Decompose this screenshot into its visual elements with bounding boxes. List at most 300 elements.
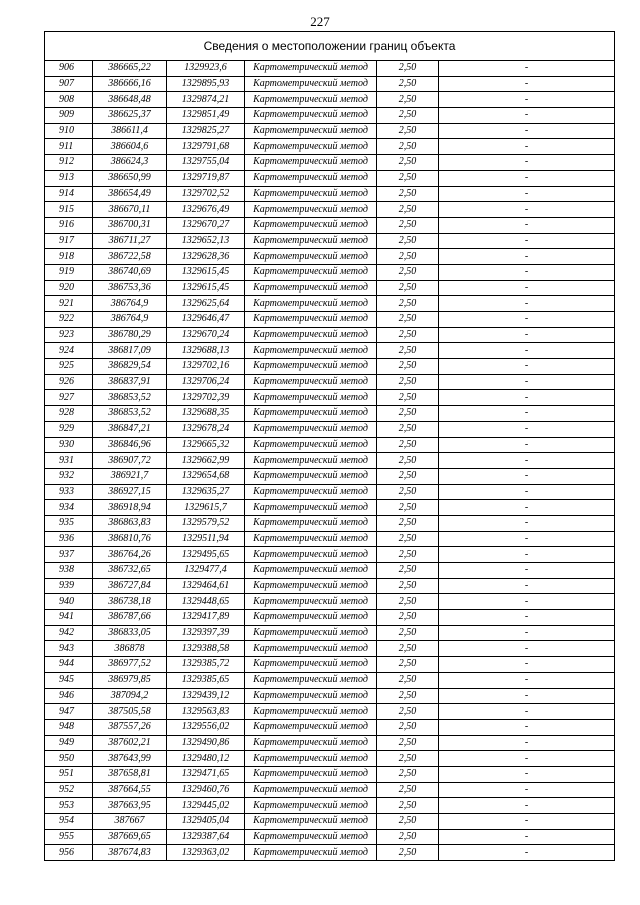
method-cell: Картометрический метод [245,280,377,296]
table-row [45,688,615,704]
method-cell: Картометрический метод [245,641,377,657]
method-cell: Картометрический метод [245,139,377,155]
table-title: Сведения о местоположении границ объекта [45,32,615,61]
y-coordinate-cell: 1329563,83 [167,704,245,720]
method-cell: Картометрический метод [245,76,377,92]
y-coordinate-cell: 1329405,04 [167,814,245,830]
y-coordinate-cell: 1329670,27 [167,217,245,233]
page-number: 227 [310,14,330,29]
note-cell: - [439,814,615,830]
table-row [45,170,615,186]
point-number-cell: 951 [45,766,93,782]
note-cell: - [439,515,615,531]
x-coordinate-cell: 386810,76 [93,531,167,547]
note-cell: - [439,233,615,249]
accuracy-cell: 2,50 [377,610,439,626]
point-number-cell: 911 [45,139,93,155]
accuracy-cell: 2,50 [377,829,439,845]
method-cell: Картометрический метод [245,845,377,861]
y-coordinate-cell: 1329417,89 [167,610,245,626]
method-cell: Картометрический метод [245,327,377,343]
x-coordinate-cell: 386670,11 [93,202,167,218]
note-cell: - [439,672,615,688]
y-coordinate-cell: 1329665,32 [167,437,245,453]
accuracy-cell: 2,50 [377,657,439,673]
y-coordinate-cell: 1329556,02 [167,719,245,735]
y-coordinate-cell: 1329670,24 [167,327,245,343]
method-cell: Картометрический метод [245,625,377,641]
x-coordinate-cell: 386727,84 [93,578,167,594]
point-number-cell: 932 [45,468,93,484]
note-cell: - [439,359,615,375]
note-cell: - [439,829,615,845]
method-cell: Картометрический метод [245,186,377,202]
note-cell: - [439,61,615,77]
accuracy-cell: 2,50 [377,61,439,77]
point-number-cell: 947 [45,704,93,720]
table-row [45,515,615,531]
point-number-cell: 914 [45,186,93,202]
accuracy-cell: 2,50 [377,217,439,233]
point-number-cell: 919 [45,264,93,280]
method-cell: Картометрический метод [245,217,377,233]
table-row [45,264,615,280]
method-cell: Картометрический метод [245,563,377,579]
accuracy-cell: 2,50 [377,76,439,92]
accuracy-cell: 2,50 [377,814,439,830]
point-number-cell: 923 [45,327,93,343]
note-cell: - [439,657,615,673]
x-coordinate-cell: 386654,49 [93,186,167,202]
accuracy-cell: 2,50 [377,421,439,437]
table-row [45,814,615,830]
table-row [45,547,615,563]
note-cell: - [439,264,615,280]
x-coordinate-cell: 386753,36 [93,280,167,296]
method-cell: Картометрический метод [245,484,377,500]
point-number-cell: 925 [45,359,93,375]
table-row [45,343,615,359]
point-number-cell: 934 [45,500,93,516]
method-cell: Картометрический метод [245,374,377,390]
x-coordinate-cell: 387664,55 [93,782,167,798]
point-number-cell: 928 [45,406,93,422]
note-cell: - [439,751,615,767]
y-coordinate-cell: 1329625,64 [167,296,245,312]
x-coordinate-cell: 386878 [93,641,167,657]
note-cell: - [439,217,615,233]
method-cell: Картометрический метод [245,92,377,108]
method-cell: Картометрический метод [245,343,377,359]
note-cell: - [439,688,615,704]
note-cell: - [439,500,615,516]
point-number-cell: 943 [45,641,93,657]
note-cell: - [439,845,615,861]
accuracy-cell: 2,50 [377,453,439,469]
x-coordinate-cell: 386764,26 [93,547,167,563]
point-number-cell: 941 [45,610,93,626]
note-cell: - [439,202,615,218]
x-coordinate-cell: 386918,94 [93,500,167,516]
accuracy-cell: 2,50 [377,233,439,249]
x-coordinate-cell: 386979,85 [93,672,167,688]
table-row [45,845,615,861]
accuracy-cell: 2,50 [377,249,439,265]
point-number-cell: 927 [45,390,93,406]
y-coordinate-cell: 1329676,49 [167,202,245,218]
x-coordinate-cell: 386829,54 [93,359,167,375]
point-number-cell: 926 [45,374,93,390]
accuracy-cell: 2,50 [377,468,439,484]
method-cell: Картометрический метод [245,594,377,610]
y-coordinate-cell: 1329490,86 [167,735,245,751]
point-number-cell: 913 [45,170,93,186]
note-cell: - [439,108,615,124]
x-coordinate-cell: 386853,52 [93,390,167,406]
note-cell: - [439,594,615,610]
table-row [45,782,615,798]
accuracy-cell: 2,50 [377,625,439,641]
accuracy-cell: 2,50 [377,155,439,171]
method-cell: Картометрический метод [245,814,377,830]
table-row [45,735,615,751]
method-cell: Картометрический метод [245,233,377,249]
accuracy-cell: 2,50 [377,202,439,218]
accuracy-cell: 2,50 [377,751,439,767]
accuracy-cell: 2,50 [377,123,439,139]
point-number-cell: 944 [45,657,93,673]
table-title-row [45,32,615,61]
accuracy-cell: 2,50 [377,327,439,343]
table-row [45,500,615,516]
table-row [45,704,615,720]
y-coordinate-cell: 1329874,21 [167,92,245,108]
point-number-cell: 920 [45,280,93,296]
method-cell: Картометрический метод [245,719,377,735]
note-cell: - [439,327,615,343]
y-coordinate-cell: 1329628,36 [167,249,245,265]
y-coordinate-cell: 1329460,76 [167,782,245,798]
table-row [45,719,615,735]
point-number-cell: 938 [45,563,93,579]
x-coordinate-cell: 386625,37 [93,108,167,124]
table-row [45,766,615,782]
x-coordinate-cell: 387663,95 [93,798,167,814]
accuracy-cell: 2,50 [377,343,439,359]
note-cell: - [439,468,615,484]
y-coordinate-cell: 1329480,12 [167,751,245,767]
table-row [45,641,615,657]
point-number-cell: 907 [45,76,93,92]
y-coordinate-cell: 1329448,65 [167,594,245,610]
note-cell: - [439,704,615,720]
point-number-cell: 953 [45,798,93,814]
accuracy-cell: 2,50 [377,390,439,406]
point-number-cell: 918 [45,249,93,265]
accuracy-cell: 2,50 [377,594,439,610]
accuracy-cell: 2,50 [377,672,439,688]
accuracy-cell: 2,50 [377,108,439,124]
note-cell: - [439,76,615,92]
x-coordinate-cell: 386611,4 [93,123,167,139]
x-coordinate-cell: 387643,99 [93,751,167,767]
accuracy-cell: 2,50 [377,484,439,500]
y-coordinate-cell: 1329791,68 [167,139,245,155]
x-coordinate-cell: 386722,58 [93,249,167,265]
note-cell: - [439,312,615,328]
method-cell: Картометрический метод [245,453,377,469]
table-row [45,155,615,171]
y-coordinate-cell: 1329477,4 [167,563,245,579]
y-coordinate-cell: 1329825,27 [167,123,245,139]
method-cell: Картометрический метод [245,704,377,720]
y-coordinate-cell: 1329363,02 [167,845,245,861]
x-coordinate-cell: 386764,9 [93,312,167,328]
method-cell: Картометрический метод [245,202,377,218]
table-row [45,453,615,469]
y-coordinate-cell: 1329387,64 [167,829,245,845]
accuracy-cell: 2,50 [377,437,439,453]
x-coordinate-cell: 386666,16 [93,76,167,92]
x-coordinate-cell: 386837,91 [93,374,167,390]
accuracy-cell: 2,50 [377,264,439,280]
note-cell: - [439,123,615,139]
x-coordinate-cell: 386921,7 [93,468,167,484]
point-number-cell: 954 [45,814,93,830]
y-coordinate-cell: 1329464,61 [167,578,245,594]
y-coordinate-cell: 1329688,13 [167,343,245,359]
method-cell: Картометрический метод [245,751,377,767]
y-coordinate-cell: 1329615,45 [167,280,245,296]
accuracy-cell: 2,50 [377,547,439,563]
y-coordinate-cell: 1329579,52 [167,515,245,531]
note-cell: - [439,453,615,469]
x-coordinate-cell: 386700,31 [93,217,167,233]
accuracy-cell: 2,50 [377,170,439,186]
note-cell: - [439,625,615,641]
y-coordinate-cell: 1329702,39 [167,390,245,406]
y-coordinate-cell: 1329471,65 [167,766,245,782]
method-cell: Картометрический метод [245,421,377,437]
accuracy-cell: 2,50 [377,312,439,328]
x-coordinate-cell: 386977,52 [93,657,167,673]
point-number-cell: 940 [45,594,93,610]
table-row [45,657,615,673]
point-number-cell: 956 [45,845,93,861]
x-coordinate-cell: 386833,05 [93,625,167,641]
accuracy-cell: 2,50 [377,798,439,814]
table-row [45,672,615,688]
method-cell: Картометрический метод [245,531,377,547]
note-cell: - [439,578,615,594]
method-cell: Картометрический метод [245,578,377,594]
x-coordinate-cell: 386787,66 [93,610,167,626]
table-row [45,139,615,155]
x-coordinate-cell: 386764,9 [93,296,167,312]
table-row [45,202,615,218]
point-number-cell: 952 [45,782,93,798]
table-row [45,625,615,641]
table-row [45,280,615,296]
accuracy-cell: 2,50 [377,406,439,422]
y-coordinate-cell: 1329439,12 [167,688,245,704]
note-cell: - [439,343,615,359]
point-number-cell: 929 [45,421,93,437]
x-coordinate-cell: 387667 [93,814,167,830]
table-row [45,406,615,422]
y-coordinate-cell: 1329662,99 [167,453,245,469]
table-row [45,61,615,77]
x-coordinate-cell: 386907,72 [93,453,167,469]
x-coordinate-cell: 386847,21 [93,421,167,437]
accuracy-cell: 2,50 [377,641,439,657]
y-coordinate-cell: 1329615,45 [167,264,245,280]
table-row [45,594,615,610]
y-coordinate-cell: 1329445,02 [167,798,245,814]
point-number-cell: 906 [45,61,93,77]
y-coordinate-cell: 1329678,24 [167,421,245,437]
note-cell: - [439,296,615,312]
note-cell: - [439,531,615,547]
method-cell: Картометрический метод [245,829,377,845]
y-coordinate-cell: 1329385,65 [167,672,245,688]
accuracy-cell: 2,50 [377,359,439,375]
table-row [45,563,615,579]
method-cell: Картометрический метод [245,468,377,484]
accuracy-cell: 2,50 [377,688,439,704]
method-cell: Картометрический метод [245,798,377,814]
table-row [45,312,615,328]
x-coordinate-cell: 387505,58 [93,704,167,720]
y-coordinate-cell: 1329851,49 [167,108,245,124]
table-row [45,249,615,265]
method-cell: Картометрический метод [245,782,377,798]
table-row [45,751,615,767]
note-cell: - [439,406,615,422]
method-cell: Картометрический метод [245,657,377,673]
table-row [45,829,615,845]
table-row [45,296,615,312]
point-number-cell: 924 [45,343,93,359]
point-number-cell: 921 [45,296,93,312]
accuracy-cell: 2,50 [377,280,439,296]
table-row [45,468,615,484]
point-number-cell: 936 [45,531,93,547]
accuracy-cell: 2,50 [377,704,439,720]
y-coordinate-cell: 1329388,58 [167,641,245,657]
note-cell: - [439,280,615,296]
table-row [45,578,615,594]
table-row [45,217,615,233]
table-row [45,437,615,453]
method-cell: Картометрический метод [245,61,377,77]
x-coordinate-cell: 387674,83 [93,845,167,861]
point-number-cell: 945 [45,672,93,688]
y-coordinate-cell: 1329397,39 [167,625,245,641]
method-cell: Картометрический метод [245,547,377,563]
point-number-cell: 937 [45,547,93,563]
table-row [45,531,615,547]
y-coordinate-cell: 1329755,04 [167,155,245,171]
table-row [45,186,615,202]
table-row [45,92,615,108]
point-number-cell: 922 [45,312,93,328]
table-row [45,390,615,406]
note-cell: - [439,170,615,186]
method-cell: Картометрический метод [245,264,377,280]
accuracy-cell: 2,50 [377,531,439,547]
accuracy-cell: 2,50 [377,766,439,782]
note-cell: - [439,610,615,626]
table-body [45,32,615,861]
y-coordinate-cell: 1329635,27 [167,484,245,500]
note-cell: - [439,484,615,500]
x-coordinate-cell: 386604,6 [93,139,167,155]
x-coordinate-cell: 386738,18 [93,594,167,610]
note-cell: - [439,186,615,202]
point-number-cell: 909 [45,108,93,124]
y-coordinate-cell: 1329654,68 [167,468,245,484]
method-cell: Картометрический метод [245,249,377,265]
point-number-cell: 949 [45,735,93,751]
note-cell: - [439,766,615,782]
point-number-cell: 917 [45,233,93,249]
table-row [45,610,615,626]
point-number-cell: 948 [45,719,93,735]
table-row [45,123,615,139]
table-row [45,374,615,390]
note-cell: - [439,547,615,563]
method-cell: Картометрический метод [245,500,377,516]
point-number-cell: 942 [45,625,93,641]
point-number-cell: 908 [45,92,93,108]
note-cell: - [439,563,615,579]
table-row [45,421,615,437]
accuracy-cell: 2,50 [377,719,439,735]
accuracy-cell: 2,50 [377,735,439,751]
y-coordinate-cell: 1329706,24 [167,374,245,390]
note-cell: - [439,719,615,735]
note-cell: - [439,390,615,406]
x-coordinate-cell: 386740,69 [93,264,167,280]
method-cell: Картометрический метод [245,170,377,186]
accuracy-cell: 2,50 [377,845,439,861]
accuracy-cell: 2,50 [377,515,439,531]
table-row [45,108,615,124]
method-cell: Картометрический метод [245,312,377,328]
note-cell: - [439,374,615,390]
x-coordinate-cell: 386927,15 [93,484,167,500]
note-cell: - [439,437,615,453]
method-cell: Картометрический метод [245,123,377,139]
method-cell: Картометрический метод [245,108,377,124]
y-coordinate-cell: 1329615,7 [167,500,245,516]
method-cell: Картометрический метод [245,359,377,375]
point-number-cell: 933 [45,484,93,500]
method-cell: Картометрический метод [245,688,377,704]
method-cell: Картометрический метод [245,390,377,406]
method-cell: Картометрический метод [245,406,377,422]
method-cell: Картометрический метод [245,515,377,531]
note-cell: - [439,798,615,814]
method-cell: Картометрический метод [245,672,377,688]
accuracy-cell: 2,50 [377,782,439,798]
y-coordinate-cell: 1329511,94 [167,531,245,547]
x-coordinate-cell: 386665,22 [93,61,167,77]
note-cell: - [439,155,615,171]
x-coordinate-cell: 386817,09 [93,343,167,359]
accuracy-cell: 2,50 [377,500,439,516]
